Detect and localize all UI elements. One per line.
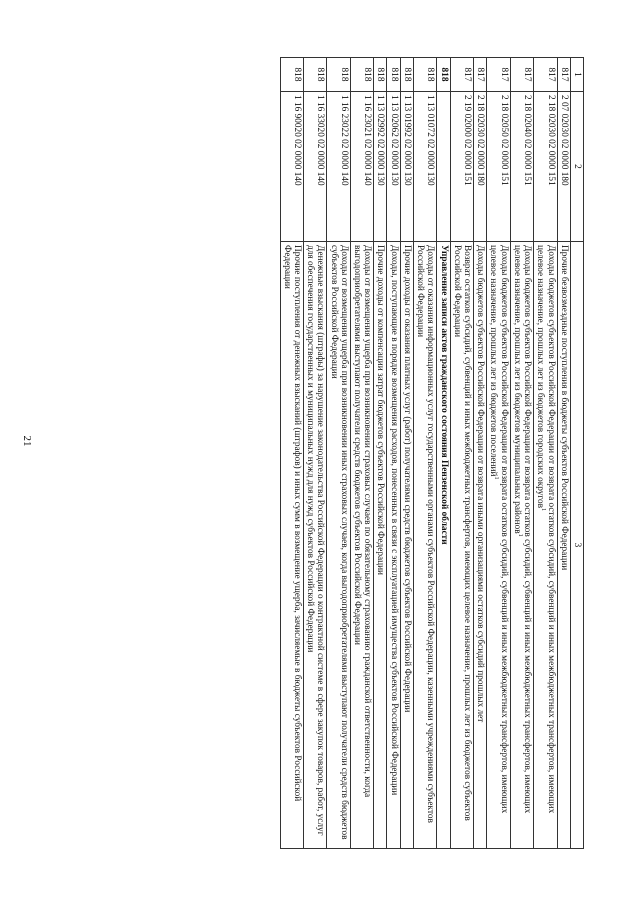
revenue-code-cell: 1 16 23021 02 0000 140 (350, 92, 373, 242)
description-cell (400, 242, 413, 849)
revenue-code-cell: 2 18 02030 02 0000 180 (474, 92, 487, 242)
table-row (510, 58, 533, 849)
description-cell (474, 242, 487, 849)
rotated-page-content (66, 57, 584, 849)
table-row (400, 58, 413, 849)
description-text: Доходы, поступающие в порядке возмещения расходов, понесенных в связи с эксплуатацией имущества субъектов Российской Федерации (388, 245, 399, 796)
revenue-code-cell: 1 16 90020 02 0000 140 (280, 92, 303, 242)
revenue-code-cell: 1 13 02992 02 0000 130 (374, 92, 387, 242)
description-text: Управление записи актов гражданского состояния Пензенской области (438, 245, 449, 545)
admin-code-cell: 818 (327, 58, 350, 92)
revenue-code-cell: 2 07 02030 02 0000 180 (557, 92, 570, 242)
admin-code-cell: 818 (374, 58, 387, 92)
admin-code-cell: 817 (534, 58, 557, 92)
description-text: Доходы бюджетов субъектов Российской Федерации от возврата остатков субсидий, субвенций и иных межбюджетных трансфертов, имеющих целевое назначение, прошлых лет из бюджетов поселений (488, 245, 509, 814)
revenue-codes-table (280, 57, 584, 849)
revenue-code-cell: 1 13 02062 02 0000 130 (387, 92, 400, 242)
description-cell (413, 242, 436, 849)
description-cell (557, 242, 570, 849)
description-text: Доходы бюджетов субъектов Российской Федерации от возврата остатков субсидий, субвенций и иных межбюджетных трансфертов, имеющих целевое назначение, прошлых лет из бюджетов муниципальных районов (511, 245, 533, 814)
footnote-marker: 1 (517, 533, 523, 537)
table-row (280, 58, 303, 849)
page-number: 21 (21, 435, 33, 447)
table-row (437, 58, 450, 849)
description-text: Доходы бюджетов субъектов Российской Федерации от возврата иными организациями остатков субсидий прошлых лет (475, 245, 486, 723)
description-text: Прочие безвозмездные поступления в бюджеты субъектов Российской Федерации (558, 245, 569, 571)
description-cell (534, 242, 557, 849)
description-text: Прочие доходы от оказания платных услуг (работ) получателями средств бюджетов субъектов Российской Федерации (401, 245, 412, 713)
description-cell (450, 242, 473, 849)
description-text: Прочие доходы от компенсации затрат бюджетов субъектов Российской Федерации (375, 245, 386, 576)
admin-code-cell: 817 (510, 58, 533, 92)
rotated-table-frame (66, 57, 584, 849)
admin-code-cell: 818 (303, 58, 326, 92)
description-cell (387, 242, 400, 849)
table-body (280, 58, 570, 849)
revenue-code-cell: 2 18 02030 02 0000 151 (534, 92, 557, 242)
table-row (350, 58, 373, 849)
header-col-3: 3 (570, 242, 583, 849)
admin-code-cell: 818 (437, 58, 450, 92)
table-row (374, 58, 387, 849)
description-cell (510, 242, 533, 849)
description-text: Возврат остатков субсидий, субвенций и иных межбюджетных трансфертов, имеющих целевое назначение, прошлых лет из бюджетов субъектов Российской Федерации (451, 245, 473, 821)
description-cell (437, 242, 450, 849)
description-text: Прочие поступления от денежных взысканий (штрафов) и иных сумм в возмещение ущерба, зачисляемые в бюджеты субъектов Российской Федерации (281, 245, 302, 802)
description-text: Денежные взыскания (штрафы) за нарушение законодательства Российской Федерации о контрактной системе в сфере закупок товаров, работ, услуг для обеспечения государственных и муниципальных нужд для нужд субъектов Российской Федерации (305, 245, 326, 836)
table-row (474, 58, 487, 849)
description-cell (280, 242, 303, 849)
admin-code-cell: 817 (474, 58, 487, 92)
table-row (487, 58, 510, 849)
revenue-code-cell (437, 92, 450, 242)
table-header-row (570, 58, 583, 849)
admin-code-cell: 817 (450, 58, 473, 92)
footnote-marker: 1 (540, 508, 547, 512)
revenue-code-cell: 1 13 01072 02 0000 130 (413, 92, 436, 242)
table-row (413, 58, 436, 849)
description-cell (350, 242, 373, 849)
revenue-code-cell: 1 16 33020 02 0000 140 (303, 92, 326, 242)
admin-code-cell: 817 (487, 58, 510, 92)
table-row (327, 58, 350, 849)
table-row (557, 58, 570, 849)
header-col-2: 2 (570, 92, 583, 242)
admin-code-cell: 817 (557, 58, 570, 92)
description-cell (303, 242, 326, 849)
table-row (303, 58, 326, 849)
admin-code-cell: 818 (350, 58, 373, 92)
admin-code-cell: 818 (413, 58, 436, 92)
revenue-code-cell: 2 19 02000 02 0000 151 (450, 92, 473, 242)
footnote-marker: 1 (493, 476, 500, 480)
table-row (450, 58, 473, 849)
revenue-code-cell: 1 16 23022 02 0000 140 (327, 92, 350, 242)
description-cell (374, 242, 387, 849)
description-text: Доходы от оказания информационных услуг государственными органами субъектов Российской Федерации, казенными учреждениями субъектов Российской Федерации (415, 245, 436, 823)
admin-code-cell: 818 (400, 58, 413, 92)
description-text: Доходы от возмещения ущерба при возникновении страховых случаев по обязательному страхованию гражданской ответственности, когда выгодоприобретателями выступают получатели средств бюджетов субъектов Российской Федерации (352, 245, 373, 798)
revenue-code-cell: 1 13 01992 02 0000 130 (400, 92, 413, 242)
admin-code-cell: 818 (387, 58, 400, 92)
table-row (534, 58, 557, 849)
admin-code-cell: 818 (280, 58, 303, 92)
description-cell (327, 242, 350, 849)
revenue-code-cell: 2 18 02050 02 0000 151 (487, 92, 510, 242)
header-col-1: 1 (570, 58, 583, 92)
table-row (387, 58, 400, 849)
description-text: Доходы от возмещения ущерба при возникновении иных страховых случаев, когда выгодоприобретателями выступают получатели средств бюджетов субъектов Российской Федерации (328, 245, 349, 840)
revenue-code-cell: 2 18 02040 02 0000 151 (510, 92, 533, 242)
description-cell (487, 242, 510, 849)
description-text: Доходы бюджетов субъектов Российской Федерации от возврата остатков субсидий, субвенций и иных межбюджетных трансфертов, имеющих целевое назначение, прошлых лет из бюджетов городских округов (535, 245, 556, 814)
